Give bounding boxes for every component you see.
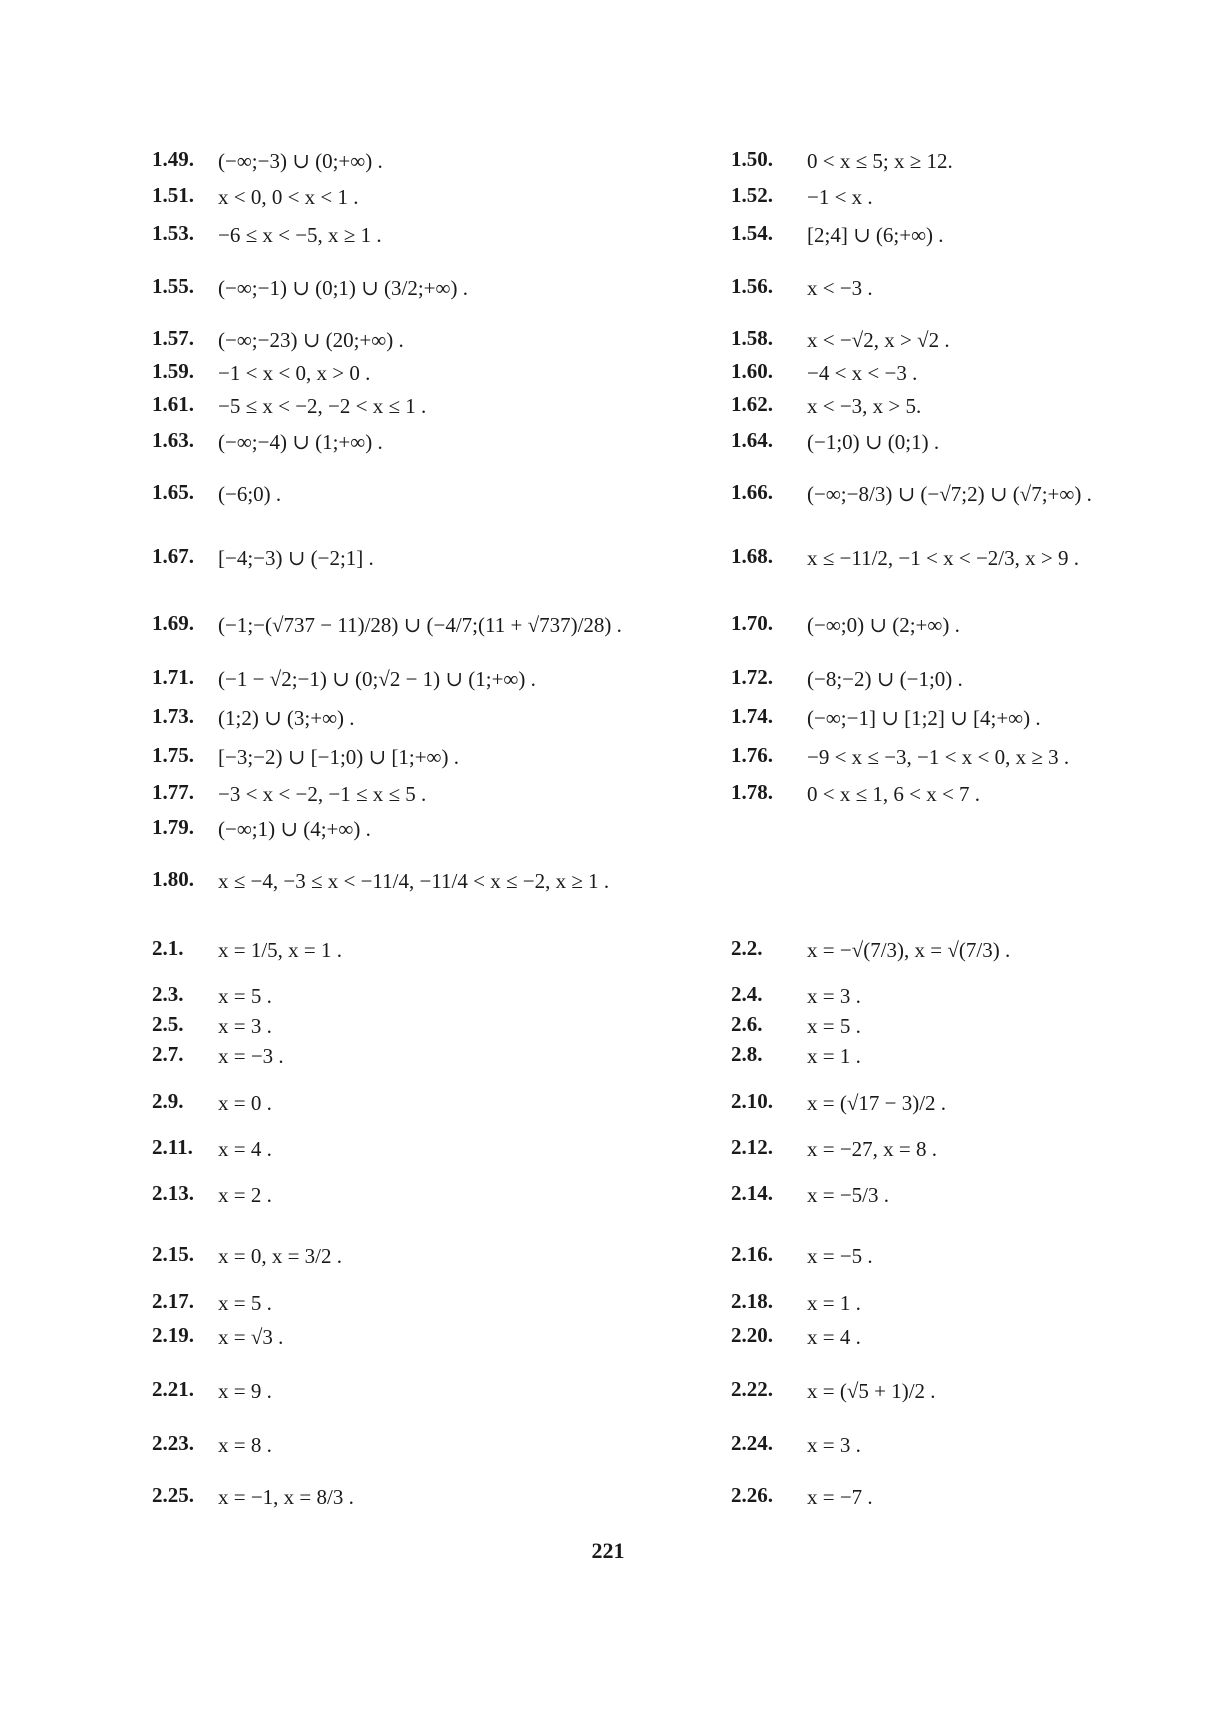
answer-text: x = (√5 + 1)/2 . — [807, 1379, 936, 1404]
problem-number: 2.17. — [152, 1289, 194, 1313]
problem-number: 2.23. — [152, 1431, 194, 1455]
problem-number: 1.49. — [152, 147, 194, 171]
answer-text: (−∞;−1] ∪ [1;2] ∪ [4;+∞) . — [807, 706, 1041, 731]
answer-text: x = 2 . — [218, 1183, 272, 1208]
answer-1-80 — [152, 866, 609, 894]
problem-number: 1.73. — [152, 704, 194, 728]
answer-2-14 — [731, 1180, 889, 1208]
problem-number: 2.9. — [152, 1089, 184, 1113]
answer-text: x < −√2, x > √2 . — [807, 328, 950, 353]
answer-2-9 — [152, 1088, 272, 1116]
problem-number: 2.5. — [152, 1012, 184, 1036]
problem-number: 2.3. — [152, 982, 184, 1006]
answer-text: [2;4] ∪ (6;+∞) . — [807, 223, 944, 248]
problem-number: 1.80. — [152, 867, 194, 891]
answer-text: −1 < x . — [807, 185, 873, 210]
problem-number: 1.61. — [152, 392, 194, 416]
answer-text: (−∞;0) ∪ (2;+∞) . — [807, 613, 960, 638]
problem-number: 1.71. — [152, 665, 194, 689]
answer-1-56 — [731, 273, 873, 301]
answer-text: x < 0, 0 < x < 1 . — [218, 185, 359, 210]
answer-text: x = −7 . — [807, 1485, 873, 1510]
answer-text: x = −27, x = 8 . — [807, 1137, 938, 1162]
answer-text: x = √3 . — [218, 1325, 284, 1350]
answer-1-67 — [152, 543, 374, 571]
answer-1-79 — [152, 814, 371, 842]
answer-2-1 — [152, 935, 342, 963]
problem-number: 1.67. — [152, 544, 194, 568]
answer-2-10 — [731, 1088, 946, 1116]
answer-text: (−∞;−23) ∪ (20;+∞) . — [218, 328, 404, 353]
answer-1-54 — [731, 220, 944, 248]
answer-text: −1 < x < 0, x > 0 . — [218, 361, 371, 386]
answer-text: x = 4 . — [218, 1137, 272, 1162]
problem-number: 1.53. — [152, 221, 194, 245]
problem-number: 1.55. — [152, 274, 194, 298]
answer-text: −9 < x ≤ −3, −1 < x < 0, x ≥ 3 . — [807, 745, 1070, 770]
answer-2-20 — [731, 1322, 861, 1350]
answer-1-58 — [731, 325, 950, 353]
problem-number: 1.65. — [152, 480, 194, 504]
answer-text: x = −5 . — [807, 1244, 873, 1269]
answer-1-62 — [731, 391, 921, 419]
problem-number: 2.7. — [152, 1042, 184, 1066]
answer-1-73 — [152, 703, 355, 731]
answer-text: (1;2) ∪ (3;+∞) . — [218, 706, 355, 731]
answer-text: −5 ≤ x < −2, −2 < x ≤ 1 . — [218, 394, 427, 419]
answer-2-19 — [152, 1322, 283, 1350]
problem-number: 2.19. — [152, 1323, 194, 1347]
problem-number: 2.8. — [731, 1042, 763, 1066]
problem-number: 2.22. — [731, 1377, 773, 1401]
answer-2-13 — [152, 1180, 272, 1208]
answer-2-24 — [731, 1430, 861, 1458]
answer-2-12 — [731, 1134, 937, 1162]
answer-text: x = 1 . — [807, 1291, 861, 1316]
answer-2-25 — [152, 1482, 354, 1510]
answer-2-2 — [731, 935, 1010, 963]
problem-number: 1.66. — [731, 480, 773, 504]
problem-number: 2.24. — [731, 1431, 773, 1455]
problem-number: 1.77. — [152, 780, 194, 804]
answer-text: 0 < x ≤ 1, 6 < x < 7 . — [807, 782, 981, 807]
answer-text: (−∞;−1) ∪ (0;1) ∪ (3/2;+∞) . — [218, 276, 468, 301]
answer-text: x = 9 . — [218, 1379, 272, 1404]
problem-number: 1.64. — [731, 428, 773, 452]
answer-1-53 — [152, 220, 382, 248]
answer-text: −4 < x < −3 . — [807, 361, 918, 386]
problem-number: 1.76. — [731, 743, 773, 767]
answer-text: x = 3 . — [218, 1014, 272, 1039]
problem-number: 2.10. — [731, 1089, 773, 1113]
answer-text: x = 5 . — [218, 984, 272, 1009]
answer-text: x = 5 . — [218, 1291, 272, 1316]
answer-1-63 — [152, 427, 383, 455]
answer-text: x = 0 . — [218, 1091, 272, 1116]
problem-number: 1.70. — [731, 611, 773, 635]
answer-text: (−1 − √2;−1) ∪ (0;√2 − 1) ∪ (1;+∞) . — [218, 667, 536, 692]
page-number: 221 — [591, 1538, 625, 1563]
answer-text: x = 0, x = 3/2 . — [218, 1244, 343, 1269]
answer-text: (−∞;−4) ∪ (1;+∞) . — [218, 430, 383, 455]
answer-text: x = 3 . — [807, 984, 861, 1009]
problem-number: 1.56. — [731, 274, 773, 298]
answer-1-55 — [152, 273, 468, 301]
answer-1-74 — [731, 703, 1041, 731]
problem-number: 2.13. — [152, 1181, 194, 1205]
problem-number: 2.15. — [152, 1242, 194, 1266]
answer-text: x = −√(7/3), x = √(7/3) . — [807, 938, 1011, 963]
problem-number: 1.51. — [152, 183, 194, 207]
answer-text: x = 1 . — [807, 1044, 861, 1069]
problem-number: 1.62. — [731, 392, 773, 416]
problem-number: 1.69. — [152, 611, 194, 635]
answer-1-76 — [731, 742, 1069, 770]
answer-text: x = −1, x = 8/3 . — [218, 1485, 354, 1510]
problem-number: 2.21. — [152, 1377, 194, 1401]
answer-2-3 — [152, 981, 272, 1009]
problem-number: 2.12. — [731, 1135, 773, 1159]
answer-2-11 — [152, 1134, 272, 1162]
answer-2-7 — [152, 1041, 284, 1069]
answer-text: −3 < x < −2, −1 ≤ x ≤ 5 . — [218, 782, 427, 807]
answer-text: x = 3 . — [807, 1433, 861, 1458]
answer-2-21 — [152, 1376, 272, 1404]
answer-text: x = 8 . — [218, 1433, 272, 1458]
problem-number: 2.2. — [731, 936, 763, 960]
answer-text: [−3;−2) ∪ [−1;0) ∪ [1;+∞) . — [218, 745, 459, 770]
answer-text: x = (√17 − 3)/2 . — [807, 1091, 947, 1116]
answer-text: (−∞;−8/3) ∪ (−√7;2) ∪ (√7;+∞) . — [807, 482, 1092, 507]
answer-1-72 — [731, 664, 963, 692]
answer-1-59 — [152, 358, 370, 386]
answer-text: (−6;0) . — [218, 482, 282, 507]
answer-1-70 — [731, 610, 960, 638]
answer-text: (−8;−2) ∪ (−1;0) . — [807, 667, 963, 692]
problem-number: 2.4. — [731, 982, 763, 1006]
answer-1-57 — [152, 325, 404, 353]
problem-number: 1.79. — [152, 815, 194, 839]
answer-text: x = −3 . — [218, 1044, 284, 1069]
problem-number: 1.60. — [731, 359, 773, 383]
answer-text: [−4;−3) ∪ (−2;1] . — [218, 546, 374, 571]
answer-1-60 — [731, 358, 917, 386]
answer-2-16 — [731, 1241, 873, 1269]
answer-1-78 — [731, 779, 980, 807]
answer-2-22 — [731, 1376, 936, 1404]
answer-text: x ≤ −11/2, −1 < x < −2/3, x > 9 . — [807, 546, 1079, 571]
answer-2-26 — [731, 1482, 873, 1510]
answer-2-17 — [152, 1288, 272, 1316]
answer-1-68 — [731, 543, 1079, 571]
answer-2-4 — [731, 981, 861, 1009]
answer-text: (−1;0) ∪ (0;1) . — [807, 430, 940, 455]
problem-number: 2.14. — [731, 1181, 773, 1205]
problem-number: 1.75. — [152, 743, 194, 767]
answer-1-77 — [152, 779, 426, 807]
answer-text: (−∞;−3) ∪ (0;+∞) . — [218, 149, 383, 174]
answer-1-64 — [731, 427, 939, 455]
problem-number: 1.72. — [731, 665, 773, 689]
answer-text: x = −5/3 . — [807, 1183, 890, 1208]
answer-1-51 — [152, 182, 359, 210]
answer-2-8 — [731, 1041, 861, 1069]
problem-number: 1.58. — [731, 326, 773, 350]
problem-number: 2.20. — [731, 1323, 773, 1347]
answer-1-49 — [152, 146, 383, 174]
problem-number: 1.68. — [731, 544, 773, 568]
answer-2-23 — [152, 1430, 272, 1458]
answer-2-6 — [731, 1011, 861, 1039]
answer-text: x = 4 . — [807, 1325, 861, 1350]
problem-number: 2.16. — [731, 1242, 773, 1266]
problem-number: 2.25. — [152, 1483, 194, 1507]
answer-text: (−∞;1) ∪ (4;+∞) . — [218, 817, 371, 842]
answer-text: (−1;−(√737 − 11)/28) ∪ (−4/7;(11 + √737)/28) . — [218, 613, 622, 638]
answer-text: x = 1/5, x = 1 . — [218, 938, 343, 963]
problem-number: 2.18. — [731, 1289, 773, 1313]
problem-number: 1.52. — [731, 183, 773, 207]
answer-1-65 — [152, 479, 281, 507]
answer-text: x ≤ −4, −3 ≤ x < −11/4, −11/4 < x ≤ −2, x ≥ 1 . — [218, 869, 610, 894]
problem-number: 1.57. — [152, 326, 194, 350]
problem-number: 1.63. — [152, 428, 194, 452]
answer-2-5 — [152, 1011, 272, 1039]
answer-1-71 — [152, 664, 536, 692]
problem-number: 1.50. — [731, 147, 773, 171]
answer-1-75 — [152, 742, 459, 770]
problem-number: 1.54. — [731, 221, 773, 245]
problem-number: 2.6. — [731, 1012, 763, 1036]
problem-number: 2.11. — [152, 1135, 193, 1159]
answer-text: x < −3 . — [807, 276, 873, 301]
answer-text: −6 ≤ x < −5, x ≥ 1 . — [218, 223, 382, 248]
answer-text: x < −3, x > 5. — [807, 394, 922, 419]
problem-number: 1.78. — [731, 780, 773, 804]
answer-1-61 — [152, 391, 426, 419]
problem-number: 2.26. — [731, 1483, 773, 1507]
answer-text: 0 < x ≤ 5; x ≥ 12. — [807, 149, 953, 174]
answer-1-52 — [731, 182, 873, 210]
problem-number: 1.59. — [152, 359, 194, 383]
answer-2-18 — [731, 1288, 861, 1316]
answer-2-15 — [152, 1241, 342, 1269]
answer-text: x = 5 . — [807, 1014, 861, 1039]
answer-1-50 — [731, 146, 953, 174]
problem-number: 2.1. — [152, 936, 184, 960]
answer-1-66 — [731, 479, 1092, 507]
problem-number: 1.74. — [731, 704, 773, 728]
answer-1-69 — [152, 610, 622, 638]
